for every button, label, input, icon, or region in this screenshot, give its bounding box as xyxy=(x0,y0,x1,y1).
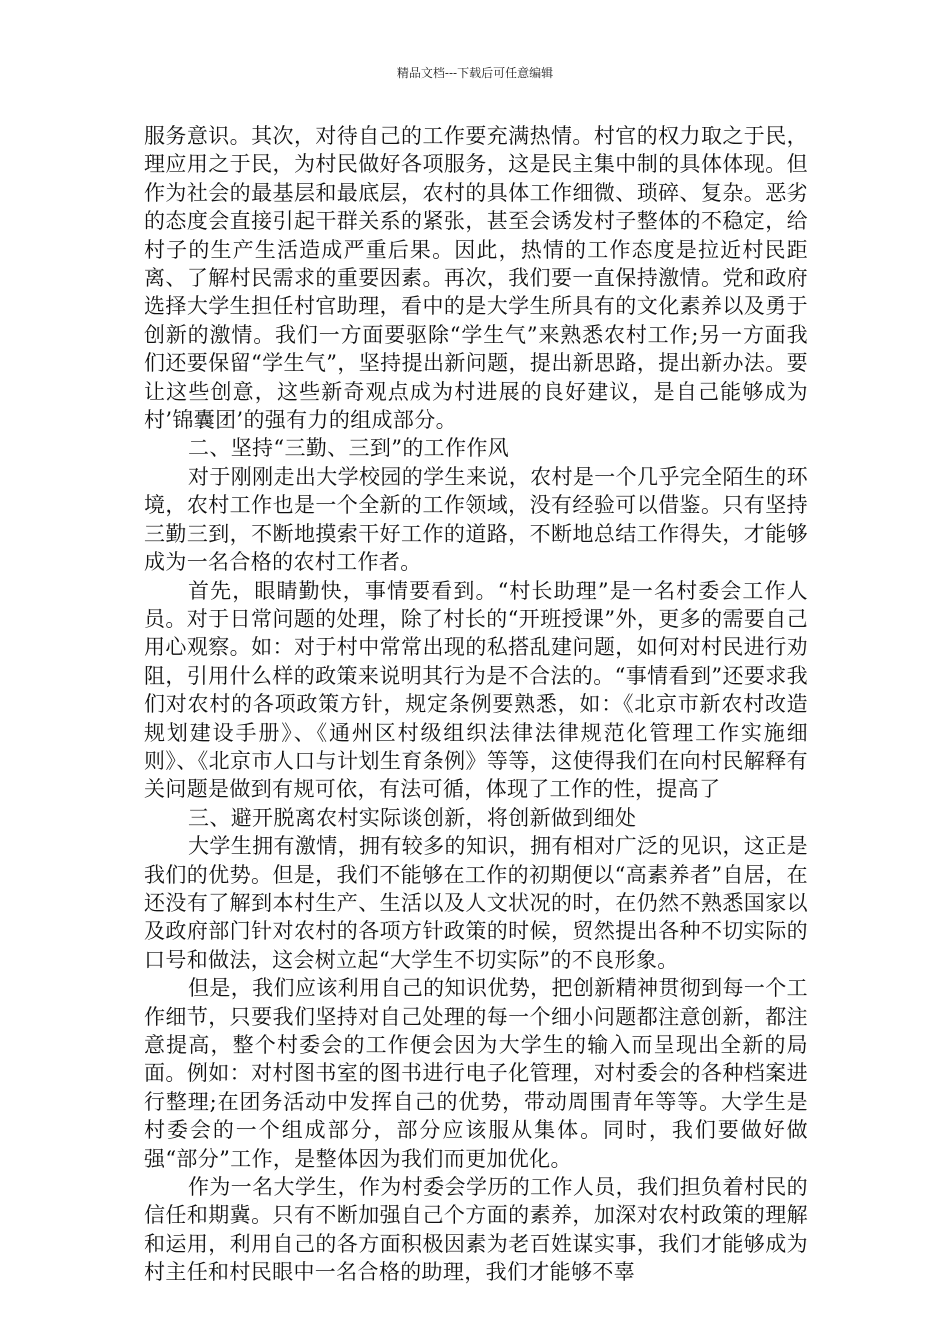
paragraph-new-environment: 对于刚刚走出大学校园的学生来说，农村是一个几乎完全陌生的环境，农村工作也是一个全新的工作领域，没有经验可以借鉴。只有坚持三勤三到，不断地摸索干好工作的道路，不断地总结工作得失，才能够成为一名合格的农村工作者。 xyxy=(144,464,808,575)
page-header: 精品文档---下载后可任意编辑 xyxy=(396,66,554,80)
document-body xyxy=(144,122,808,1287)
section-heading-three: 三、避开脱离农村实际谈创新，将创新做到细处 xyxy=(188,805,637,830)
paragraph-innovation-details: 但是，我们应该利用自己的知识优势，把创新精神贯彻到每一个工作细节，只要我们坚持对自己处理的每一个细小问题都注意创新，都注意提高，整个村委会的工作便会因为大学生的输入而呈现出全新的局面。例如：对村图书室的图书进行电子化管理，对村委会的各种档案进行整理;在团务活动中发挥自己的优势，带动周围青年等等。大学生是村委会的一个组成部分，部分应该服从集体。同时，我们要做好做强“部分”工作，是整体因为我们而更加优化。 xyxy=(144,976,808,1171)
paragraph-student-advantages: 大学生拥有激情，拥有较多的知识，拥有相对广泛的见识，这正是我们的优势。但是，我们不能够在工作的初期便以“高素养者”自居，在还没有了解到本村生产、生活以及人文状况的时，在仍然不熟悉国家以及政府部门针对农村的各项方针政策的时候，贸然提出各种不切实际的口号和做法，这会树立起“大学生不切实际”的不良形象。 xyxy=(144,834,808,972)
paragraph-service-attitude: 服务意识。其次，对待自己的工作要充满热情。村官的权力取之于民，理应用之于民，为村民做好各项服务，这是民主集中制的具体体现。但作为社会的最基层和最底层，农村的具体工作细微、琐碎、复杂。恶劣的态度会直接引起干群关系的紧张，甚至会诱发村子整体的不稳定，给村子的生产生活造成严重后果。因此，热情的工作态度是拉近村民距离、了解村民需求的重要因素。再次，我们要一直保持激情。党和政府选择大学生担任村官助理，看中的是大学生所具有的文化素养以及勇于创新的激情。我们一方面要驱除“学生气”来熟悉农村工作;另一方面我们还要保留“学生气”，坚持提出新问题，提出新思路，提出新办法。要让这些创意，这些新奇观点成为村进展的良好建议，是自己能够成为村’锦囊团’的强有力的组成部分。 xyxy=(144,124,808,433)
section-heading-two: 二、坚持“三勤、三到”的工作作风 xyxy=(188,436,510,461)
paragraph-observe-diligently: 首先，眼睛勤快，事情要看到。“村长助理”是一名村委会工作人员。对于日常问题的处理，除了村长的“开班授课”外，更多的需要自己用心观察。如：对于村中常常出现的私搭乱建问题，如何对村民进行劝阻，引用什么样的政策来说明其行为是不合法的。“事情看到”还要求我们对农村的各项政策方针，规定条例要熟悉，如：《北京市新农村改造规划建设手册》、《通州区村级组织法律法律规范化管理工作实施细则》、《北京市人口与计划生育条例》等等，这使得我们在向村民解释有关问题是做到有规可依，有法可循，体现了工作的性，提高了 xyxy=(144,578,808,802)
paragraph-responsibility: 作为一名大学生，作为村委会学历的工作人员，我们担负着村民的信任和期冀。只有不断加强自己个方面的素养，加深对农村政策的理解和运用，利用自己的各方面积极因素为老百姓谋实事，我们才能够成为村主任和村民眼中一名合格的助理，我们才能够不辜 xyxy=(144,1175,808,1285)
